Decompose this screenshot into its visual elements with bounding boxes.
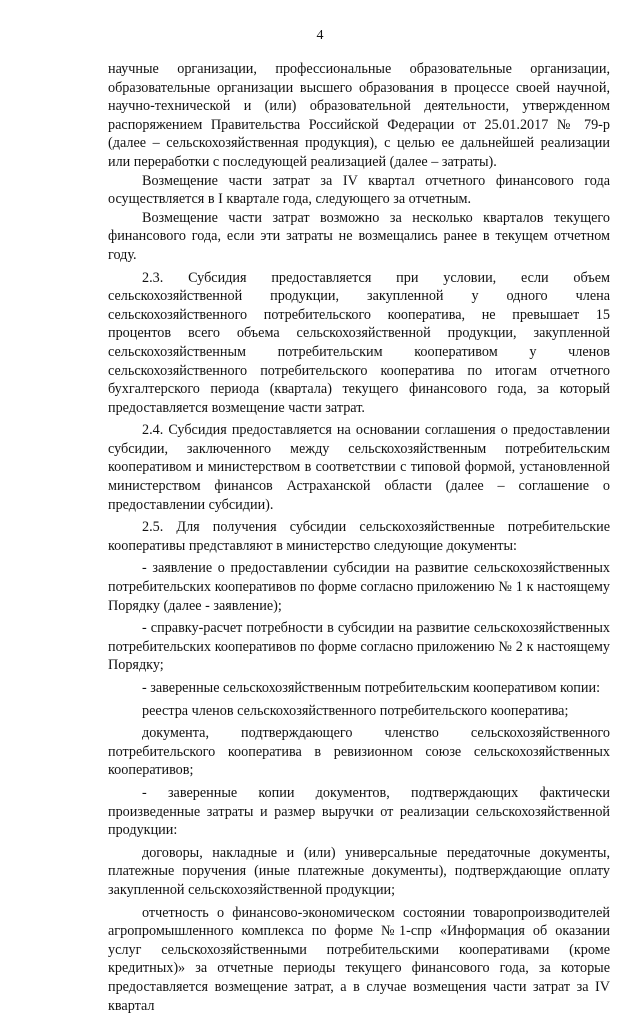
list-item-calculation: - справку-расчет потребности в субсидии на развитие сельскохозяйственных потребительских кооперативов по форме согласно приложению № 2 к настоящему Порядку;	[108, 620, 610, 674]
paragraph-2-5: 2.5. Для получения субсидии сельскохозяйственные потребительские кооперативы представляют в министерство следующие документы:	[108, 519, 610, 554]
paragraph-reimbursement-multiple: Возмещение части затрат возможно за несколько кварталов текущего финансового года, если эти затраты не возмещались ранее в текущем отчетном году.	[108, 209, 610, 263]
paragraph-reimbursement-q4: Возмещение части затрат за IV квартал отчетного финансового года осуществляется в I квартале года, следующего за отчетным.	[108, 172, 610, 208]
list-item-member-register: реестра членов сельскохозяйственного потребительского кооператива;	[142, 702, 569, 719]
list-item-contracts: договоры, накладные и (или) универсальные передаточные документы, платежные поручения (иные платежные документы), подтверждающие оплату закупленной сельскохозяйственной продукции;	[108, 844, 610, 898]
paragraph-2-3: 2.3. Субсидия предоставляется при условии, если объем сельскохозяйственной продукции, закупленной у одного члена сельскохозяйственного потребительского кооператива, не превышает 15 процентов всего объема сельскохозяйственной продукции, закупленной сельскохозяйственным потребительским кооперативом у членов сельскохозяйственного потребительского кооператива по итогам отчетного бухгалтерского периода (квартала) текущего финансового года, за который предоставляется возмещение части затрат.	[108, 269, 610, 416]
paragraph-2-4: 2.4. Субсидия предоставляется на основании соглашения о предоставлении субсидии, заключенного между сельскохозяйственным потребительским кооперативом и министерством в соответствии с типовой формой, установленной министерством финансов Астраханской области (далее – соглашение о предоставлении субсидии).	[108, 422, 610, 513]
page-number: 4	[316, 28, 324, 43]
list-item-certified-copies: - заверенные сельскохозяйственным потребительским кооперативом копии:	[142, 680, 601, 696]
list-item-membership-document: документа, подтверждающего членство сельскохозяйственного потребительского кооператива в ревизионном союзе сельскохозяйственных кооперативов;	[108, 725, 610, 779]
list-item-expense-documents: - заверенные копии документов, подтверждающих фактически произведенные затраты и размер выручки от реализации сельскохозяйственной продукции:	[108, 784, 610, 839]
list-item-application: - заявление о предоставлении субсидии на развитие сельскохозяйственных потребительских кооперативов по форме согласно приложению № 1 к настоящему Порядку (далее - заявление);	[108, 560, 610, 614]
document-body	[108, 60, 610, 1015]
paragraph-intro-continuation: научные организации, профессиональные образовательные организации, образовательные организации высшего образования в процессе своей научной, научно-технической и (или) образовательной деятельности, утвержденном распоряжением Правительства Российской Федерации от 25.01.2017 № 79-р (далее – сельскохозяйственная продукция), с целью ее дальнейшей реализации или переработки с последующей реализацией (далее – затраты).	[108, 61, 610, 170]
list-item-financial-report: отчетность о финансово-экономическом состоянии товаропроизводителей агропромышленного комплекса по форме №1-спр «Информация об оказании услуг сельскохозяйственными потребительскими кооперативами (кроме кредитных)» за отчетные периоды текущего финансового года, за которые предоставляется возмещение затрат, а в случае возмещения части затрат за IV квартал	[108, 904, 610, 1014]
